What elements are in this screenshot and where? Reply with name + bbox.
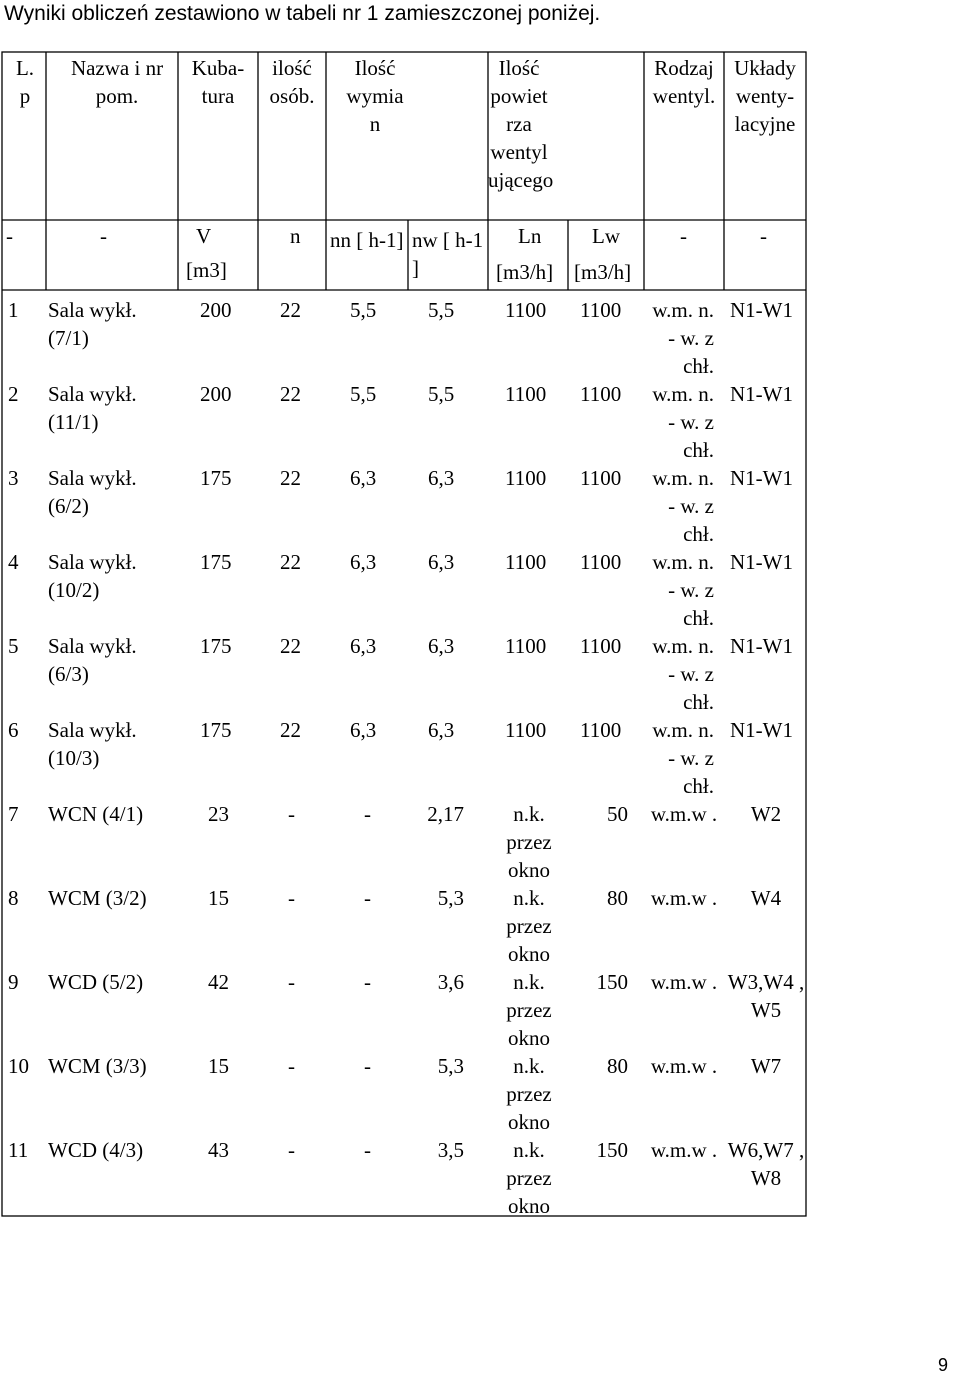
- cell-nw: 3,6: [437, 970, 464, 994]
- cell-nn: -: [364, 1138, 371, 1162]
- cell-v: 15: [208, 1054, 229, 1078]
- header-ilosc-powietrza: Ilość powiet rza wentyl ującego: [488, 56, 554, 192]
- unit-lw: Lw: [592, 224, 620, 248]
- cell-ln: n.k. przez okno: [506, 886, 552, 966]
- cell-nazwa: WCM (3/2): [48, 886, 147, 910]
- cell-lp: 11: [8, 1138, 29, 1162]
- cell-n: -: [288, 886, 295, 910]
- cell-n: -: [288, 970, 295, 994]
- cell-nw: 5,3: [437, 886, 464, 910]
- cell-uklady: W7: [750, 1054, 782, 1078]
- cell-n: 22: [280, 298, 301, 322]
- cell-nw: 2,17: [427, 802, 464, 826]
- cell-v: 42: [208, 970, 229, 994]
- cell-nw: 6,3: [428, 466, 455, 490]
- cell-rodzaj: w.m.w .: [650, 886, 718, 910]
- unit-lp: -: [6, 224, 13, 248]
- cell-nw: 5,5: [428, 298, 455, 322]
- cell-nn: 5,5: [350, 298, 377, 322]
- cell-n: -: [288, 1054, 295, 1078]
- cell-rodzaj: w.m.w .: [650, 1138, 718, 1162]
- cell-nazwa: Sala wykł. (6/3): [48, 634, 137, 686]
- cell-nn: 6,3: [350, 634, 377, 658]
- cell-nn: -: [364, 886, 371, 910]
- cell-uklady: N1-W1: [730, 298, 793, 322]
- cell-nazwa: Sala wykł. (11/1): [48, 382, 137, 434]
- cell-lp: 9: [8, 970, 19, 994]
- cell-lp: 10: [8, 1054, 29, 1078]
- cell-uklady: W4: [750, 886, 782, 910]
- cell-lw: 80: [607, 886, 628, 910]
- cell-nazwa: Sala wykł. (10/2): [48, 550, 137, 602]
- cell-v: 200: [200, 382, 232, 406]
- cell-nw: 6,3: [428, 718, 455, 742]
- cell-nazwa: Sala wykł. (7/1): [48, 298, 137, 350]
- cell-nn: -: [364, 802, 371, 826]
- unit-n: n: [290, 224, 301, 248]
- cell-nazwa: WCD (4/3): [48, 1138, 144, 1162]
- cell-nn: -: [364, 1054, 371, 1078]
- unit-uklady: -: [760, 224, 767, 248]
- cell-n: 22: [280, 634, 301, 658]
- cell-uklady: N1-W1: [730, 634, 793, 658]
- cell-uklady: N1-W1: [730, 466, 793, 490]
- cell-ln: 1100: [505, 382, 547, 406]
- cell-v: 175: [200, 634, 232, 658]
- cell-lw: 1100: [580, 718, 622, 742]
- cell-lp: 2: [8, 382, 19, 406]
- header-kubatura: Kuba- tura: [191, 56, 245, 108]
- header-nazwa: Nazwa i nr pom.: [70, 56, 164, 108]
- cell-rodzaj: w.m. n. - w. z chł.: [652, 466, 714, 546]
- cell-v: 175: [200, 466, 232, 490]
- cell-n: 22: [280, 718, 301, 742]
- unit-ln: Ln: [518, 224, 542, 248]
- cell-v: 23: [208, 802, 229, 826]
- unit-rodzaj: -: [680, 224, 687, 248]
- cell-v: 15: [208, 886, 229, 910]
- cell-uklady: N1-W1: [730, 382, 793, 406]
- page-number: 9: [937, 1355, 948, 1375]
- cell-nazwa: WCD (5/2): [48, 970, 144, 994]
- unit-nn: nn [ h-1]: [330, 228, 404, 252]
- cell-nazwa: Sala wykł. (10/3): [48, 718, 137, 770]
- cell-ln: n.k. przez okno: [506, 802, 552, 882]
- cell-rodzaj: w.m. n. - w. z chł.: [652, 718, 714, 798]
- cell-n: -: [288, 1138, 295, 1162]
- header-uklady: Układy wenty- lacyjne: [734, 56, 796, 136]
- intro-text: Wyniki obliczeń zestawiono w tabeli nr 1 zamieszczonej poniżej.: [4, 2, 601, 25]
- cell-rodzaj: w.m. n. - w. z chł.: [652, 634, 714, 714]
- cell-ln: 1100: [505, 718, 547, 742]
- cell-rodzaj: w.m.w .: [650, 802, 718, 826]
- unit-nazwa: -: [100, 224, 107, 248]
- cell-nazwa: WCM (3/3): [48, 1054, 147, 1078]
- cell-lp: 3: [8, 466, 19, 490]
- cell-nn: 6,3: [350, 466, 377, 490]
- cell-n: -: [288, 802, 295, 826]
- cell-ln: 1100: [505, 298, 547, 322]
- header-ilosc-wymian: Ilość wymia n: [346, 56, 404, 136]
- cell-lp: 8: [8, 886, 19, 910]
- unit-v: V: [196, 224, 212, 248]
- cell-v: 175: [200, 718, 232, 742]
- cell-lw: 1100: [580, 466, 622, 490]
- cell-lp: 1: [8, 298, 19, 322]
- cell-ln: 1100: [505, 634, 547, 658]
- header-ilosc-osob: ilość osób.: [269, 56, 315, 108]
- cell-nw: 3,5: [437, 1138, 464, 1162]
- cell-uklady: W3,W4 , W5: [727, 970, 805, 1022]
- cell-uklady: W6,W7 , W8: [727, 1138, 805, 1190]
- cell-v: 200: [200, 298, 232, 322]
- cell-nn: 6,3: [350, 550, 377, 574]
- cell-lw: 150: [596, 970, 628, 994]
- cell-nw: 5,5: [428, 382, 455, 406]
- cell-rodzaj: w.m. n. - w. z chł.: [652, 550, 714, 630]
- cell-lw: 1100: [580, 298, 622, 322]
- cell-lw: 80: [607, 1054, 628, 1078]
- cell-nw: 6,3: [428, 634, 455, 658]
- cell-v: 43: [208, 1138, 229, 1162]
- unit-v-unit: [m3]: [186, 258, 227, 282]
- cell-uklady: N1-W1: [730, 718, 793, 742]
- cell-lw: 1100: [580, 550, 622, 574]
- cell-rodzaj: w.m. n. - w. z chł.: [652, 298, 714, 378]
- cell-lp: 5: [8, 634, 19, 658]
- cell-rodzaj: w.m.w .: [650, 1054, 718, 1078]
- cell-ln: n.k. przez okno: [506, 970, 552, 1050]
- cell-ln: n.k. przez okno: [506, 1138, 552, 1218]
- cell-rodzaj: w.m.w .: [650, 970, 718, 994]
- cell-lw: 1100: [580, 634, 622, 658]
- unit-lw-unit: [m3/h]: [574, 260, 632, 284]
- cell-nn: -: [364, 970, 371, 994]
- cell-lw: 150: [596, 1138, 628, 1162]
- cell-uklady: W2: [750, 802, 782, 826]
- cell-n: 22: [280, 466, 301, 490]
- cell-nazwa: WCN (4/1): [48, 802, 144, 826]
- cell-rodzaj: w.m. n. - w. z chł.: [652, 382, 714, 462]
- header-rodzaj: Rodzaj wentyl.: [652, 56, 716, 108]
- cell-nn: 6,3: [350, 718, 377, 742]
- header-lp: L. p: [15, 56, 35, 108]
- cell-ln: 1100: [505, 466, 547, 490]
- cell-nn: 5,5: [350, 382, 377, 406]
- cell-ln: 1100: [505, 550, 547, 574]
- cell-n: 22: [280, 382, 301, 406]
- cell-lp: 6: [8, 718, 19, 742]
- cell-ln: n.k. przez okno: [506, 1054, 552, 1134]
- cell-lp: 4: [8, 550, 19, 574]
- cell-v: 175: [200, 550, 232, 574]
- cell-uklady: N1-W1: [730, 550, 793, 574]
- cell-lp: 7: [8, 802, 19, 826]
- cell-lw: 50: [607, 802, 628, 826]
- cell-nw: 5,3: [437, 1054, 464, 1078]
- cell-nw: 6,3: [428, 550, 455, 574]
- cell-n: 22: [280, 550, 301, 574]
- cell-lw: 1100: [580, 382, 622, 406]
- unit-ln-unit: [m3/h]: [496, 260, 554, 284]
- cell-nazwa: Sala wykł. (6/2): [48, 466, 137, 518]
- unit-nw: nw [ h-1 ]: [412, 228, 484, 280]
